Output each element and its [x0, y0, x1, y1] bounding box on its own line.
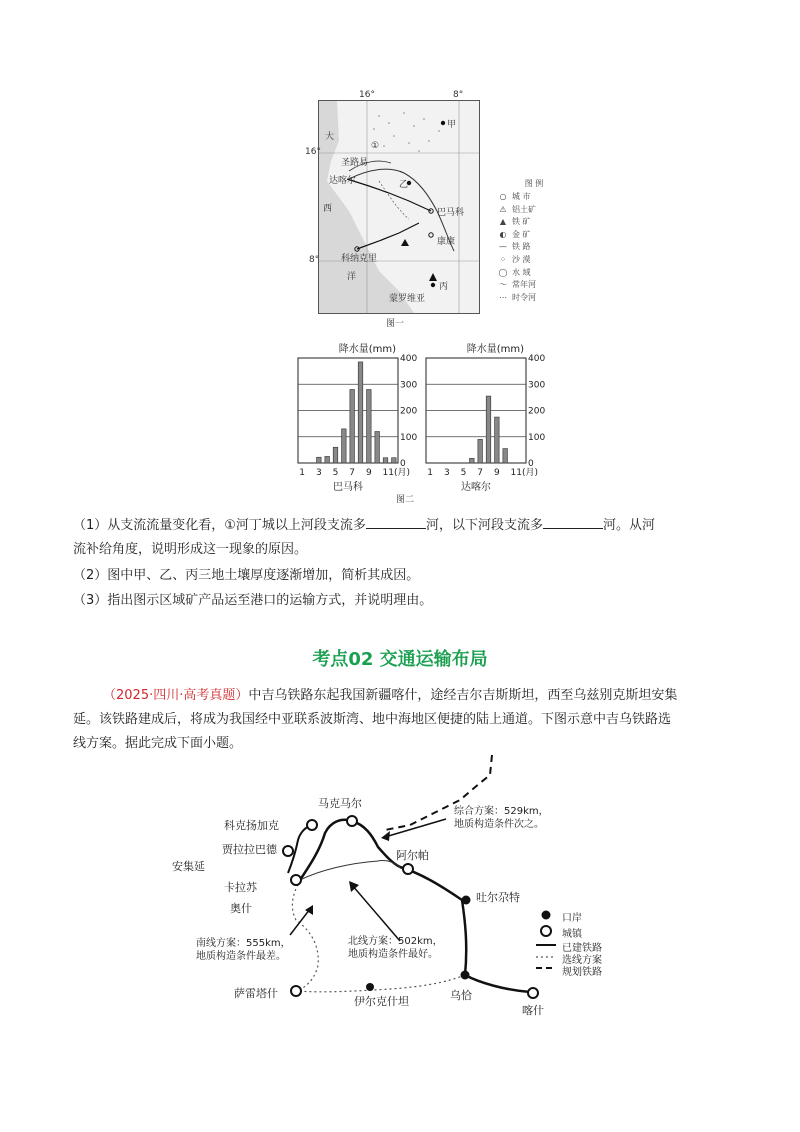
source-tag: （2025·四川·高考真题） — [103, 688, 249, 703]
legend-item: ◐ 金 矿 — [494, 229, 574, 242]
legend-item: ○ 城 市 — [494, 191, 574, 204]
bar-10 — [503, 449, 508, 463]
bar-11 — [383, 458, 388, 463]
x-tick-label: 3 — [443, 468, 450, 478]
x-tick-label: 11(月) — [382, 468, 410, 478]
label-sarytash: 萨雷塔什 — [234, 987, 278, 1000]
town-kashgar — [528, 988, 538, 998]
arrow-south — [290, 909, 310, 935]
answer-blank-2[interactable] — [543, 516, 603, 529]
y-axis-label: 降水量(mm) — [338, 344, 396, 355]
figure1-legend — [494, 178, 574, 304]
bar-5 — [333, 447, 338, 463]
y-tick-label: 200 — [400, 406, 418, 417]
bauxite-icon: ⚠ — [499, 204, 507, 214]
y-tick-label: 400 — [400, 354, 418, 364]
label-arpa: 阿尔帕 — [396, 849, 429, 862]
railway-conakry — [357, 223, 419, 249]
x-tick-label: 7 — [349, 468, 356, 478]
bar-6 — [470, 458, 475, 463]
figure1-map — [305, 90, 480, 314]
legend-title: 图 例 — [524, 179, 544, 188]
legend-item: ⁘ 沙 漠 — [494, 254, 574, 267]
ocean-label-yang: 洋 — [347, 272, 357, 282]
place-kankan: 康康 — [437, 237, 456, 247]
legend-planned-label: 规划铁路 — [562, 967, 602, 978]
x-tick-label: 9 — [365, 468, 372, 478]
place-bing: 丙 — [439, 282, 449, 292]
label-jalalabad: 贾拉拉巴德 — [222, 843, 277, 856]
bar-9 — [367, 390, 372, 464]
legend-town-label: 城镇 — [562, 929, 582, 940]
bar-8 — [358, 362, 363, 463]
x-tick-label: 9 — [493, 468, 500, 478]
x-tick-label: 3 — [315, 468, 322, 478]
question-1: （1）从支流流量变化看，①河丁城以上河段支流多 河，以下河段支流多 河。从河 流补给角度，说明形成这一现象的原因。 — [73, 518, 655, 557]
label-torugart: 吐尔尕特 — [476, 891, 520, 904]
port-irkeshtam — [366, 983, 374, 991]
x-tick-label: 11(月) — [510, 468, 538, 478]
y-tick-label: 300 — [400, 380, 418, 391]
gold-icon: ◐ — [499, 229, 507, 239]
x-tick-label: 5 — [332, 468, 339, 478]
legend-port-label: 口岸 — [562, 913, 582, 924]
bar-4 — [325, 456, 330, 463]
lat-label-16: 16° — [305, 147, 321, 157]
place-jia: 甲 — [447, 120, 457, 130]
place-dakar: 达喀尔 — [329, 176, 357, 186]
north-route — [300, 860, 400, 880]
label-karasu: 卡拉苏 — [224, 881, 257, 894]
y-tick-label: 100 — [528, 432, 546, 443]
x-tick-label: 1 — [299, 468, 306, 478]
town-icon — [541, 926, 551, 936]
x-tick-label: 5 — [460, 468, 467, 478]
railway-icon: — — [499, 242, 507, 252]
iron-icon: ▲ — [499, 217, 507, 227]
bar-6 — [342, 429, 347, 463]
lat-label-8: 8° — [309, 255, 320, 265]
label-makemar: 马克马尔 — [318, 797, 362, 810]
annotation-combined: 综合方案：529km， 地质构造条件次之。 — [454, 806, 549, 830]
legend-item: ◯ 水 域 — [494, 267, 574, 280]
annotation-north: 北线方案：502km， 地质构造条件最好。 — [348, 936, 443, 960]
chart-title: 巴马科 — [333, 482, 363, 493]
y-tick-label: 100 — [400, 432, 418, 443]
answer-blank-1[interactable] — [366, 516, 426, 529]
label-kashgar: 喀什 — [522, 1004, 544, 1017]
legend-built-label: 已建铁路 — [562, 943, 602, 954]
legend-item: — 铁 路 — [494, 241, 574, 254]
port-wuqia — [461, 971, 470, 980]
legend-item: ⚠ 铝土矿 — [494, 204, 574, 217]
port-torugart — [462, 896, 471, 905]
city-kankan — [429, 233, 433, 237]
desert-pattern — [373, 112, 440, 152]
figure2-caption: 图二 — [396, 495, 415, 505]
bar-9 — [495, 417, 500, 463]
y-tick-label: 0 — [400, 459, 406, 469]
arrow-north — [352, 885, 400, 941]
label-irkeshtam: 伊尔克什坦 — [354, 995, 409, 1008]
figure1-caption: 图一 — [386, 319, 405, 329]
city-jia — [441, 121, 445, 125]
iron-mine-marker-2 — [429, 273, 437, 281]
perennial-river-icon: 〜 — [499, 280, 507, 290]
railway-route-map — [172, 755, 602, 1020]
lon-label-16: 16° — [359, 90, 375, 100]
y-tick-label: 200 — [528, 406, 546, 417]
bar-7 — [478, 439, 483, 463]
legend-item: 〜 常年河 — [494, 279, 574, 292]
place-river-1: ① — [371, 141, 380, 151]
precipitation-charts — [280, 336, 546, 496]
port-icon — [542, 911, 551, 920]
place-bamako: 巴马科 — [437, 208, 465, 218]
town-sarytash — [291, 986, 301, 996]
chart-title: 达喀尔 — [461, 482, 491, 493]
town-jalalabad — [283, 846, 293, 856]
place-saint-louis: 圣路易 — [341, 158, 369, 168]
label-wuqia: 乌恰 — [450, 989, 472, 1002]
annotation-south: 南线方案：555km， 地质构造条件最差。 — [196, 938, 291, 962]
y-axis-label: 降水量(mm) — [466, 344, 524, 355]
bar-3 — [317, 457, 322, 463]
town-karasu — [291, 875, 301, 885]
bar-8 — [486, 396, 491, 463]
y-tick-label: 300 — [528, 380, 546, 391]
x-tick-label: 7 — [477, 468, 484, 478]
water-icon: ◯ — [498, 267, 508, 277]
ocean-label-xi: 西 — [323, 204, 333, 214]
legend-route-label: 选线方案 — [562, 955, 602, 966]
legend-item: ▲ 铁 矿 — [494, 216, 574, 229]
section-heading: 考点02 交通运输布局 — [312, 649, 488, 670]
town-makemar — [347, 816, 357, 826]
place-monrovia: 蒙罗维亚 — [389, 294, 426, 304]
intro-paragraph: （2025·四川·高考真题）中吉乌铁路东起我国新疆喀什，途经吉尔吉斯斯坦，西至乌兹别克斯坦安集 延。该铁路建成后，将成为我国经中亚联系波斯湾、地中海地区便捷的陆上通道。下图示意中吉乌铁路选 线方案。据此完成下面小题。 — [73, 688, 678, 751]
map2-drawing — [200, 755, 600, 1020]
y-tick-label: 0 — [528, 459, 534, 469]
place-yi: 乙 — [399, 180, 409, 190]
question-3: （3）指出图示区域矿产品运至港口的运输方式，并说明理由。 — [73, 593, 433, 608]
city-bing — [431, 283, 435, 287]
town-arpa — [403, 864, 413, 874]
city-icon: ○ — [499, 192, 507, 201]
bar-10 — [375, 432, 380, 464]
question-2: （2）图中甲、乙、丙三地土壤厚度逐渐增加，简析其成因。 — [73, 568, 420, 583]
x-tick-label: 1 — [427, 468, 434, 478]
iron-mine-marker — [401, 239, 409, 246]
bar-12 — [392, 458, 397, 463]
label-kokyangak: 科克扬加克 — [224, 819, 279, 832]
label-andijan: 安集延 — [172, 860, 205, 873]
place-conakry: 科纳克里 — [341, 254, 378, 264]
desert-icon: ⁘ — [499, 254, 507, 264]
ocean-label-da: 大 — [325, 132, 335, 142]
legend-item: ⋯ 时令河 — [494, 292, 574, 305]
lon-label-8: 8° — [453, 90, 464, 100]
bar-7 — [350, 390, 355, 464]
y-tick-label: 400 — [528, 354, 546, 364]
seasonal-river-icon: ⋯ — [499, 292, 507, 302]
label-osh: 奥什 — [230, 902, 252, 915]
town-kokyangak — [307, 820, 317, 830]
